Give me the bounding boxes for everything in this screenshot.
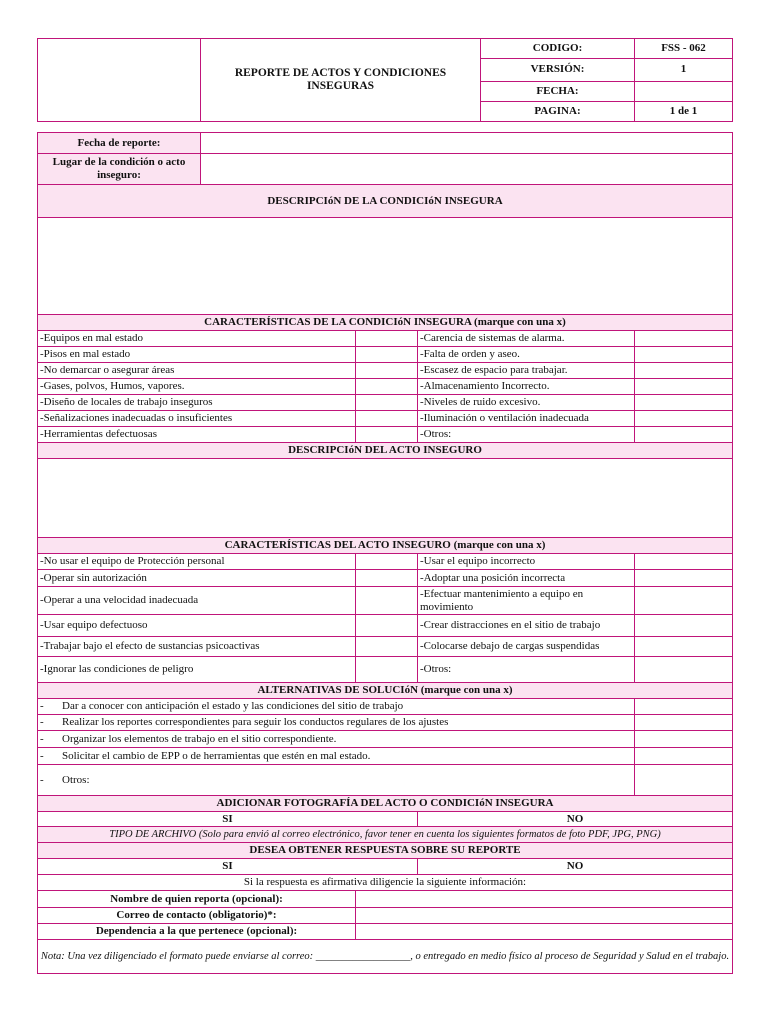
acto-check-right[interactable] (635, 637, 733, 657)
acto-row (38, 637, 733, 657)
codigo-label: CODIGO: (481, 39, 635, 59)
alternativa-row (38, 765, 733, 796)
respuesta-info: Si la respuesta es afirmativa diligencie la siguiente información: (38, 875, 733, 891)
condicion-check-left[interactable] (356, 411, 418, 427)
fecha-reporte-field[interactable] (201, 133, 733, 154)
bullet-dash: - (40, 716, 44, 728)
alternativa-text: Otros: (62, 773, 90, 786)
condicion-item-right: -Niveles de ruido excesivo. (418, 395, 635, 411)
alternativa-item (38, 715, 635, 731)
correo-field[interactable] (356, 908, 733, 924)
nota-footer: Nota: Una vez diligenciado el formato puede enviarse al correo: __________________, o entregado en medio físico al proceso de Seguridad y Salud en el trabajo. (38, 940, 733, 974)
acto-check-right[interactable] (635, 570, 733, 587)
alternativa-item (38, 699, 635, 715)
header-table (37, 38, 733, 122)
pagina-value: 1 de 1 (635, 101, 733, 121)
acto-row (38, 615, 733, 637)
alternativa-check[interactable] (635, 748, 733, 765)
bullet-dash: - (40, 749, 44, 762)
alternativa-check[interactable] (635, 731, 733, 748)
condicion-check-right[interactable] (635, 395, 733, 411)
condicion-item-right: -Carencia de sistemas de alarma. (418, 331, 635, 347)
condicion-desc-title: DESCRIPCIóN DE LA CONDICIóN INSEGURA (38, 185, 733, 218)
condicion-item-right: -Escasez de espacio para trabajar. (418, 363, 635, 379)
acto-item-right: -Colocarse debajo de cargas suspendidas (418, 637, 635, 657)
condicion-item-right: -Almacenamiento Incorrecto. (418, 379, 635, 395)
foto-title: ADICIONAR FOTOGRAFÍA DEL ACTO O CONDICIóN INSEGURA (38, 796, 733, 812)
condicion-check-left[interactable] (356, 379, 418, 395)
respuesta-no-option[interactable]: NO (418, 859, 733, 875)
acto-check-left[interactable] (356, 554, 418, 570)
alternativa-item (38, 731, 635, 748)
alternativa-check[interactable] (635, 765, 733, 796)
acto-check-left[interactable] (356, 570, 418, 587)
version-value: 1 (635, 59, 733, 81)
nombre-label: Nombre de quien reporta (opcional): (38, 891, 356, 908)
condicion-check-left[interactable] (356, 331, 418, 347)
acto-item-right: -Usar el equipo incorrecto (418, 554, 635, 570)
alternativa-text: Dar a conocer con anticipación el estado y las condiciones del sitio de trabajo (62, 700, 404, 712)
condicion-table (37, 132, 733, 974)
condicion-item-left: -Pisos en mal estado (38, 347, 356, 363)
condicion-check-left[interactable] (356, 347, 418, 363)
codigo-value: FSS - 062 (635, 39, 733, 59)
logo-cell (38, 39, 201, 122)
foto-tipo-note: TIPO DE ARCHIVO (Solo para envió al correo electrónico, favor tener en cuenta los siguientes formatos de foto PDF, JPG, PNG) (38, 827, 733, 843)
correo-label: Correo de contacto (obligatorio)*: (38, 908, 356, 924)
alternativa-row (38, 748, 733, 765)
condicion-row (38, 379, 733, 395)
condicion-item-right: -Otros: (418, 427, 635, 443)
acto-item-right: -Crear distracciones en el sitio de trabajo (418, 615, 635, 637)
condicion-check-right[interactable] (635, 331, 733, 347)
acto-item-left: -Ignorar las condiciones de peligro (38, 657, 356, 683)
alternativa-item (38, 765, 635, 796)
acto-desc-title: DESCRIPCIóN DEL ACTO INSEGURO (38, 443, 733, 459)
dependencia-label: Dependencia a la que pertenece (opcional): (38, 924, 356, 940)
fecha-reporte-label: Fecha de reporte: (38, 133, 201, 154)
alternativa-text: Solicitar el cambio de EPP o de herramientas que estén en mal estado. (62, 749, 371, 762)
condicion-check-left[interactable] (356, 363, 418, 379)
nombre-field[interactable] (356, 891, 733, 908)
respuesta-title: DESEA OBTENER RESPUESTA SOBRE SU REPORTE (38, 843, 733, 859)
condicion-check-right[interactable] (635, 363, 733, 379)
condicion-row (38, 347, 733, 363)
condicion-check-left[interactable] (356, 395, 418, 411)
condicion-item-left: -No demarcar o asegurar áreas (38, 363, 356, 379)
bullet-dash: - (40, 773, 44, 786)
alternativa-item (38, 748, 635, 765)
alternativa-check[interactable] (635, 715, 733, 731)
alternativa-row (38, 731, 733, 748)
acto-check-left[interactable] (356, 637, 418, 657)
condicion-item-left: -Señalizaciones inadecuadas o insuficientes (38, 411, 356, 427)
acto-item-right: -Adoptar una posición incorrecta (418, 570, 635, 587)
condicion-row (38, 427, 733, 443)
condicion-row (38, 331, 733, 347)
acto-row (38, 587, 733, 615)
respuesta-si-option[interactable]: SI (38, 859, 418, 875)
alternativa-check[interactable] (635, 699, 733, 715)
alternativas-title: ALTERNATIVAS DE SOLUCIóN (marque con una x) (38, 683, 733, 699)
acto-item-left: -No usar el equipo de Protección personal (38, 554, 356, 570)
alternativa-text: Organizar los elementos de trabajo en el sitio correspondiente. (62, 732, 337, 745)
bullet-dash: - (40, 700, 44, 712)
acto-check-left[interactable] (356, 587, 418, 615)
condicion-check-left[interactable] (356, 427, 418, 443)
condicion-check-right[interactable] (635, 411, 733, 427)
lugar-label: Lugar de la condición o acto inseguro: (38, 154, 201, 185)
foto-no-option[interactable]: NO (418, 812, 733, 827)
condicion-row (38, 363, 733, 379)
bullet-dash: - (40, 732, 44, 745)
lugar-field[interactable] (201, 154, 733, 185)
condicion-row (38, 411, 733, 427)
condicion-item-right: -Iluminación o ventilación inadecuada (418, 411, 635, 427)
acto-row (38, 657, 733, 683)
fecha-value[interactable] (635, 81, 733, 101)
condicion-desc-field[interactable] (38, 218, 733, 315)
acto-item-left: -Operar a una velocidad inadecuada (38, 587, 356, 615)
acto-check-right[interactable] (635, 657, 733, 683)
acto-row (38, 570, 733, 587)
alternativa-row (38, 715, 733, 731)
acto-check-left[interactable] (356, 657, 418, 683)
acto-item-left: -Operar sin autorización (38, 570, 356, 587)
acto-row (38, 554, 733, 570)
acto-item-right: -Otros: (418, 657, 635, 683)
condicion-item-right: -Falta de orden y aseo. (418, 347, 635, 363)
pagina-label: PAGINA: (481, 101, 635, 121)
alternativa-text: Realizar los reportes correspondientes para seguir los conductos regulares de los ajustes (62, 716, 449, 728)
acto-item-left: -Trabajar bajo el efecto de sustancias psicoactivas (38, 637, 356, 657)
condicion-check-right[interactable] (635, 427, 733, 443)
acto-check-left[interactable] (356, 615, 418, 637)
condicion-check-right[interactable] (635, 379, 733, 395)
condicion-item-left: -Equipos en mal estado (38, 331, 356, 347)
dependencia-field[interactable] (356, 924, 733, 940)
form-title: REPORTE DE ACTOS Y CONDICIONES INSEGURAS (201, 39, 481, 122)
fecha-label: FECHA: (481, 81, 635, 101)
version-label: VERSIÓN: (481, 59, 635, 81)
acto-desc-field[interactable] (38, 459, 733, 538)
alternativa-row (38, 699, 733, 715)
condicion-item-left: -Herramientas defectuosas (38, 427, 356, 443)
condicion-check-right[interactable] (635, 347, 733, 363)
condicion-char-title: CARACTERÍSTICAS DE LA CONDICIóN INSEGURA (marque con una x) (38, 315, 733, 331)
condicion-item-left: -Diseño de locales de trabajo inseguros (38, 395, 356, 411)
acto-check-right[interactable] (635, 615, 733, 637)
acto-char-title: CARACTERÍSTICAS DEL ACTO INSEGURO (marque con una x) (38, 538, 733, 554)
condicion-row (38, 395, 733, 411)
acto-item-left: -Usar equipo defectuoso (38, 615, 356, 637)
acto-item-right: -Efectuar mantenimiento a equipo en movimiento (418, 587, 635, 615)
condicion-item-left: -Gases, polvos, Humos, vapores. (38, 379, 356, 395)
acto-check-right[interactable] (635, 554, 733, 570)
foto-si-option[interactable]: SI (38, 812, 418, 827)
acto-check-right[interactable] (635, 587, 733, 615)
